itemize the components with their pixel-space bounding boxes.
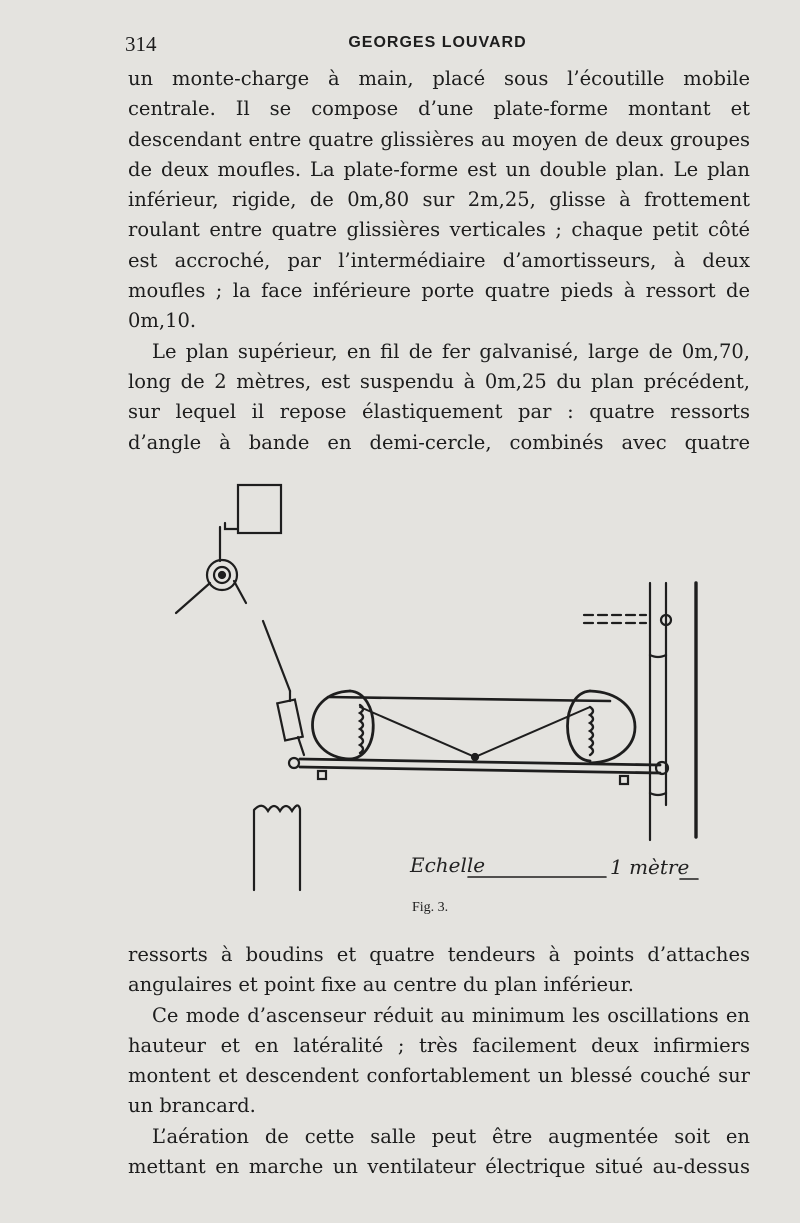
tensioners <box>360 707 590 757</box>
page-header <box>125 30 750 62</box>
semicircle-spring-left <box>313 691 351 759</box>
hoist-rope <box>263 621 290 691</box>
paragraph: un monte-charge à main, placé sous l’écoutille mobile centrale. Il se compose d’une plate-forme montant et descendant entre quatre glissières au moyen de deux groupes de deux moufles. La plate-forme est un double plan. Le plan inférieur, rigide, de 0m,80 sur 2m,25, glisse à frottement roulant entre quatre glissières verticales ; chaque petit côté est accroché, par l’intermédiaire d’amortisseurs, à deux moufles ; la face inférieure porte quatre pieds à ressort de 0m,10. <box>128 67 750 333</box>
body-text-bottom <box>128 940 750 1182</box>
scale-label-right: 1 mètre <box>610 855 690 879</box>
figure-3 <box>150 475 710 915</box>
paragraph: L’aération de cette salle peut être augmentée soit en mettant en marche un ventilateur électrique situé au-dessus <box>128 1124 750 1179</box>
paragraph: ressorts à boudins et quatre tendeurs à points d’attaches angulaires et point fixe au centre du plan inférieur. <box>128 943 750 997</box>
running-title: GEORGES LOUVARD <box>348 34 527 51</box>
pulley-housing <box>238 485 281 533</box>
figure-caption: Fig. 3. <box>412 900 449 915</box>
paragraph: Le plan supérieur, en fil de fer galvanisé, large de 0m,70, long de 2 mètres, est suspendu à 0m,25 du plan précédent, sur lequel il repose élastiquement par : quatre ressorts d’angle à bande en demi-cercle, combinés avec quatre <box>128 339 750 454</box>
support-post <box>254 805 300 890</box>
paragraph: Ce mode d’ascenseur réduit au minimum les oscillations en hauteur et en latéralité ; très facilement deux infirmiers montent et descendent confortablement un blessé couché sur un brancard. <box>128 1003 750 1118</box>
scale-label-left: Echelle <box>410 853 486 877</box>
pulley-bracket <box>225 523 238 529</box>
body-text-top <box>128 64 750 458</box>
shock-absorber <box>277 700 303 741</box>
page-number: 314 <box>125 32 157 56</box>
upper-plan <box>328 697 610 701</box>
coil-spring-right <box>590 707 593 755</box>
elevator-diagram <box>150 475 710 905</box>
coil-spring-left <box>360 705 363 753</box>
